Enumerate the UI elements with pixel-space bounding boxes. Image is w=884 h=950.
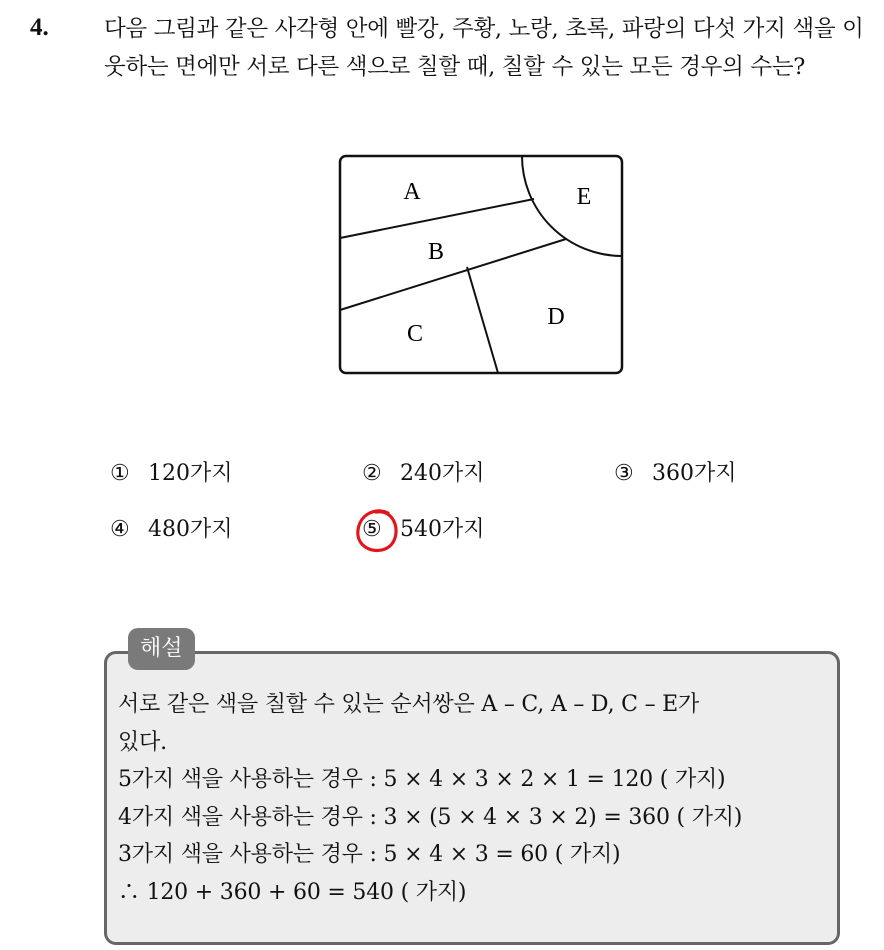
solution-line-6: ∴ 120 + 360 + 60 = 540 ( 가지)	[118, 879, 467, 905]
solution-body	[118, 686, 838, 911]
region-label-d: D	[547, 304, 565, 330]
choice-1-text: 120가지	[148, 461, 233, 486]
choice-5-mark: ⑤	[362, 517, 382, 542]
choice-4[interactable]	[110, 513, 233, 547]
choice-3-mark: ③	[614, 461, 634, 486]
choice-1[interactable]	[110, 457, 233, 491]
solution-line-1: 서로 같은 색을 칠할 수 있는 순서쌍은 A – C, A – D, C – E가	[118, 692, 700, 717]
choice-2[interactable]	[362, 457, 485, 491]
choice-4-text: 480가지	[148, 517, 233, 542]
region-figure	[336, 152, 626, 377]
question-text: 다음 그림과 같은 사각형 안에 빨강, 주황, 노랑, 초록, 파랑의 다섯 가지 색을 이웃하는 면에만 서로 다른 색으로 칠할 때, 칠할 수 있는 모든 경우의 수는?	[104, 16, 864, 80]
choice-3-text: 360가지	[652, 461, 737, 486]
choice-3[interactable]	[614, 457, 737, 491]
region-diagram	[336, 152, 626, 377]
choice-4-mark: ④	[110, 517, 130, 542]
solution-label: 해설	[128, 628, 195, 670]
solution-line-5: 3가지 색을 사용하는 경우 : 5 × 4 × 3 = 60 ( 가지)	[118, 842, 621, 867]
region-label-e: E	[576, 184, 592, 210]
choice-2-text: 240가지	[400, 461, 485, 486]
choice-5-text: 540가지	[400, 517, 485, 542]
choice-1-mark: ①	[110, 461, 130, 486]
solution-line-4: 4가지 색을 사용하는 경우 : 3 × (5 × 4 × 3 × 2) = 360 ( 가지)	[118, 804, 743, 830]
choice-2-mark: ②	[362, 461, 382, 486]
region-label-b: B	[427, 239, 445, 265]
region-label-c: C	[406, 321, 424, 347]
solution-line-3: 5가지 색을 사용하는 경우 : 5 × 4 × 3 × 2 × 1 = 120 ( 가지)	[118, 767, 726, 792]
question-number: 4.	[30, 14, 49, 41]
solution-line-2: 있다.	[118, 729, 167, 755]
answer-circle-mark	[352, 506, 402, 556]
region-label-a: A	[403, 179, 421, 205]
